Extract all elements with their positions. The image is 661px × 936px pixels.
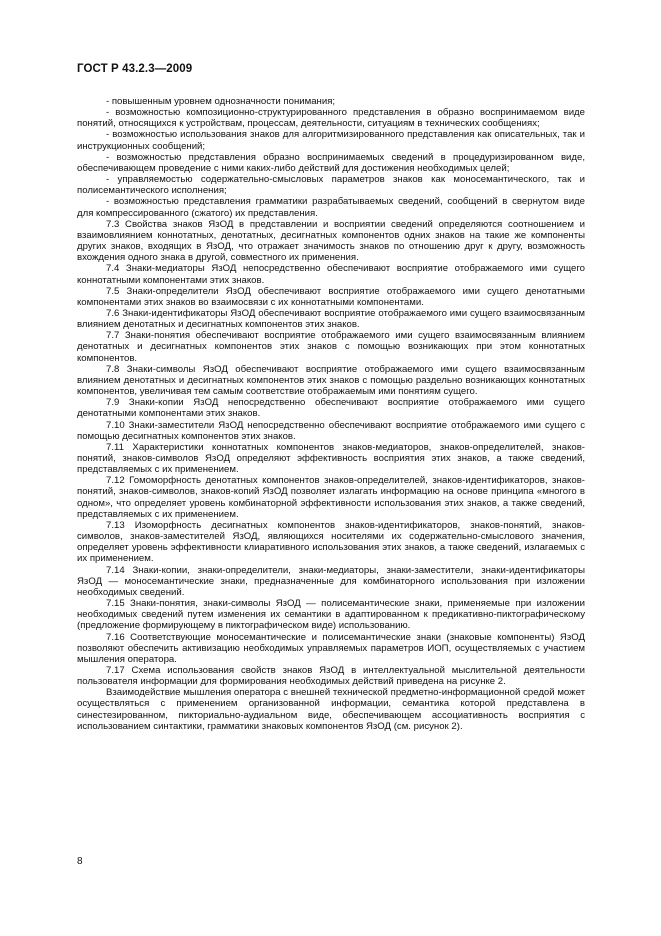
paragraph: - возможностью композиционно-структурированного представления в образно воспринимаемом виде понятий, относящихся к устройствам, процессам, деятельности, ситуациям в технических сообщениях; [77,107,585,130]
document-body [77,96,585,732]
paragraph: 7.15 Знаки-понятия, знаки-символы ЯзОД — полисемантические знаки, применяемые при изложении необходимых сведений путем изменения их семантики в адаптированном к предикативно-пиктографическому (предложение формирующему в пиктографическом виде) использованию. [77,598,585,632]
paragraph: 7.7 Знаки-понятия обеспечивают восприятие отображаемого ими сущего взаимосвязанным влиянием денотатных и десигнатных компонентов этих знаков с помощью возникающих при этом коннотатных компонентов. [77,330,585,364]
paragraph: 7.17 Схема использования свойств знаков ЯзОД в интеллектуальной мыслительной деятельности пользователя информации для формирования необходимых действий приведена на рисунке 2. [77,664,585,688]
paragraph: 7.10 Знаки-заместители ЯзОД непосредственно обеспечивают восприятие отображаемого ими сущего с помощью десигнатных компонентов этих знаков. [77,419,585,442]
paragraph: - управляемостью содержательно-смысловых параметров знаков как моносемантического, так и полисемантического исполнения; [77,174,585,197]
paragraph: - возможностью представления образно воспринимаемых сведений в процедуризированном виде, обеспечивающем проведение с ними каких-либо действий для достижения необходимых целей; [77,151,585,174]
paragraph: Взаимодействие мышления оператора с внешней технической предметно-информационной средой может осуществляться с применением организованной информации, семантика которой представлена в синестезированном, пикториально-аудиальном виде, обеспечивающем ассоциативность восприятия с использованием синтактики, грамматики знаковых компонентов ЯзОД (см. рисунок 2). [77,687,585,732]
paragraph: 7.3 Свойства знаков ЯзОД в представлении и восприятии сведений определяются соотношением и взаимовлиянием коннотатных, денотатных, десигнатных компонентов одних знаков на такие же компоненты других знаков, входящих в ЯзОД, что отражает значимость знаков по отношению друг к другу, возможность вхождения одного знака в другой, совместного их применения. [77,218,585,264]
paragraph: - возможностью представления грамматики разрабатываемых сведений, сообщений в свернутом виде для компрессированного (сжатого) их представления. [77,196,585,219]
paragraph: 7.9 Знаки-копии ЯзОД непосредственно обеспечивают восприятие отображаемого ими сущего денотатными компонентами этих знаков. [77,397,585,420]
paragraph: 7.11 Характеристики коннотатных компонентов знаков-медиаторов, знаков-определителей, знаков-понятий, знаков-символов ЯзОД определяют эффективность восприятия этих знаков, а также сведений, представляемых с их применением. [77,441,585,476]
paragraph: - повышенным уровнем однозначности понимания; [106,96,336,107]
paragraph: 7.6 Знаки-идентификаторы ЯзОД обеспечивают восприятие отображаемого ими сущего взаимосвязанным влиянием денотатных и десигнатных компонентов этих знаков. [77,307,585,331]
paragraph: 7.5 Знаки-определители ЯзОД обеспечивают восприятие отображаемого ими сущего денотатными компонентами этих знаков во взаимосвязи с их коннотатными компонентами. [77,285,585,308]
document-header-title: ГОСТ Р 43.2.3—2009 [77,63,193,75]
paragraph: 7.4 Знаки-медиаторы ЯзОД непосредственно обеспечивают восприятие отображаемого ими сущего коннотатными компонентами этих знаков. [77,263,585,286]
paragraph: 7.13 Изоморфность десигнатных компонентов знаков-идентификаторов, знаков-понятий, знаков-символов, знаков-заместителей ЯзОД, являющихся носителями их содержательно-смыслового значения, определяет уровень эффективности клиаративного использования этих знаков, а также сведений, излагаемых с их применением. [77,519,585,565]
paragraph: 7.14 Знаки-копии, знаки-определители, знаки-медиаторы, знаки-заместители, знаки-идентификаторы ЯзОД — моносемантические знаки, предназначенные для комбинаторного использования при изложении необходимых сведений. [77,564,585,598]
page-number: 8 [77,856,83,867]
paragraph: 7.8 Знаки-символы ЯзОД обеспечивают восприятие отображаемого ими сущего взаимосвязанным влиянием денотатных и десигнатных компонентов этих знаков с помощью раздельно возникающих коннотатных компонентов, увеличивая тем самым соответствие отображаемым ими понятиям сущего. [77,363,585,398]
paragraph: - возможностью использования знаков для алгоритмизированного представления как описательных, так и инструкционных сообщений; [77,129,585,152]
paragraph: 7.12 Гомоморфность денотатных компонентов знаков-определителей, знаков-идентификаторов, знаков-понятий, знаков-символов, знаков-копий ЯзОД позволяет излагать информацию на основе принципа «многого в одном», что определяет уровень комбинаторной эффективности использования этих знаков, а также сведений, представляемых с их применением. [77,475,585,520]
paragraph: 7.16 Соответствующие моносемантические и полисемантические знаки (знаковые компоненты) ЯзОД позволяют обеспечить активизацию необходимых управляемых параметров ИОП, осуществляемых с участием мышления оператора. [77,631,585,665]
